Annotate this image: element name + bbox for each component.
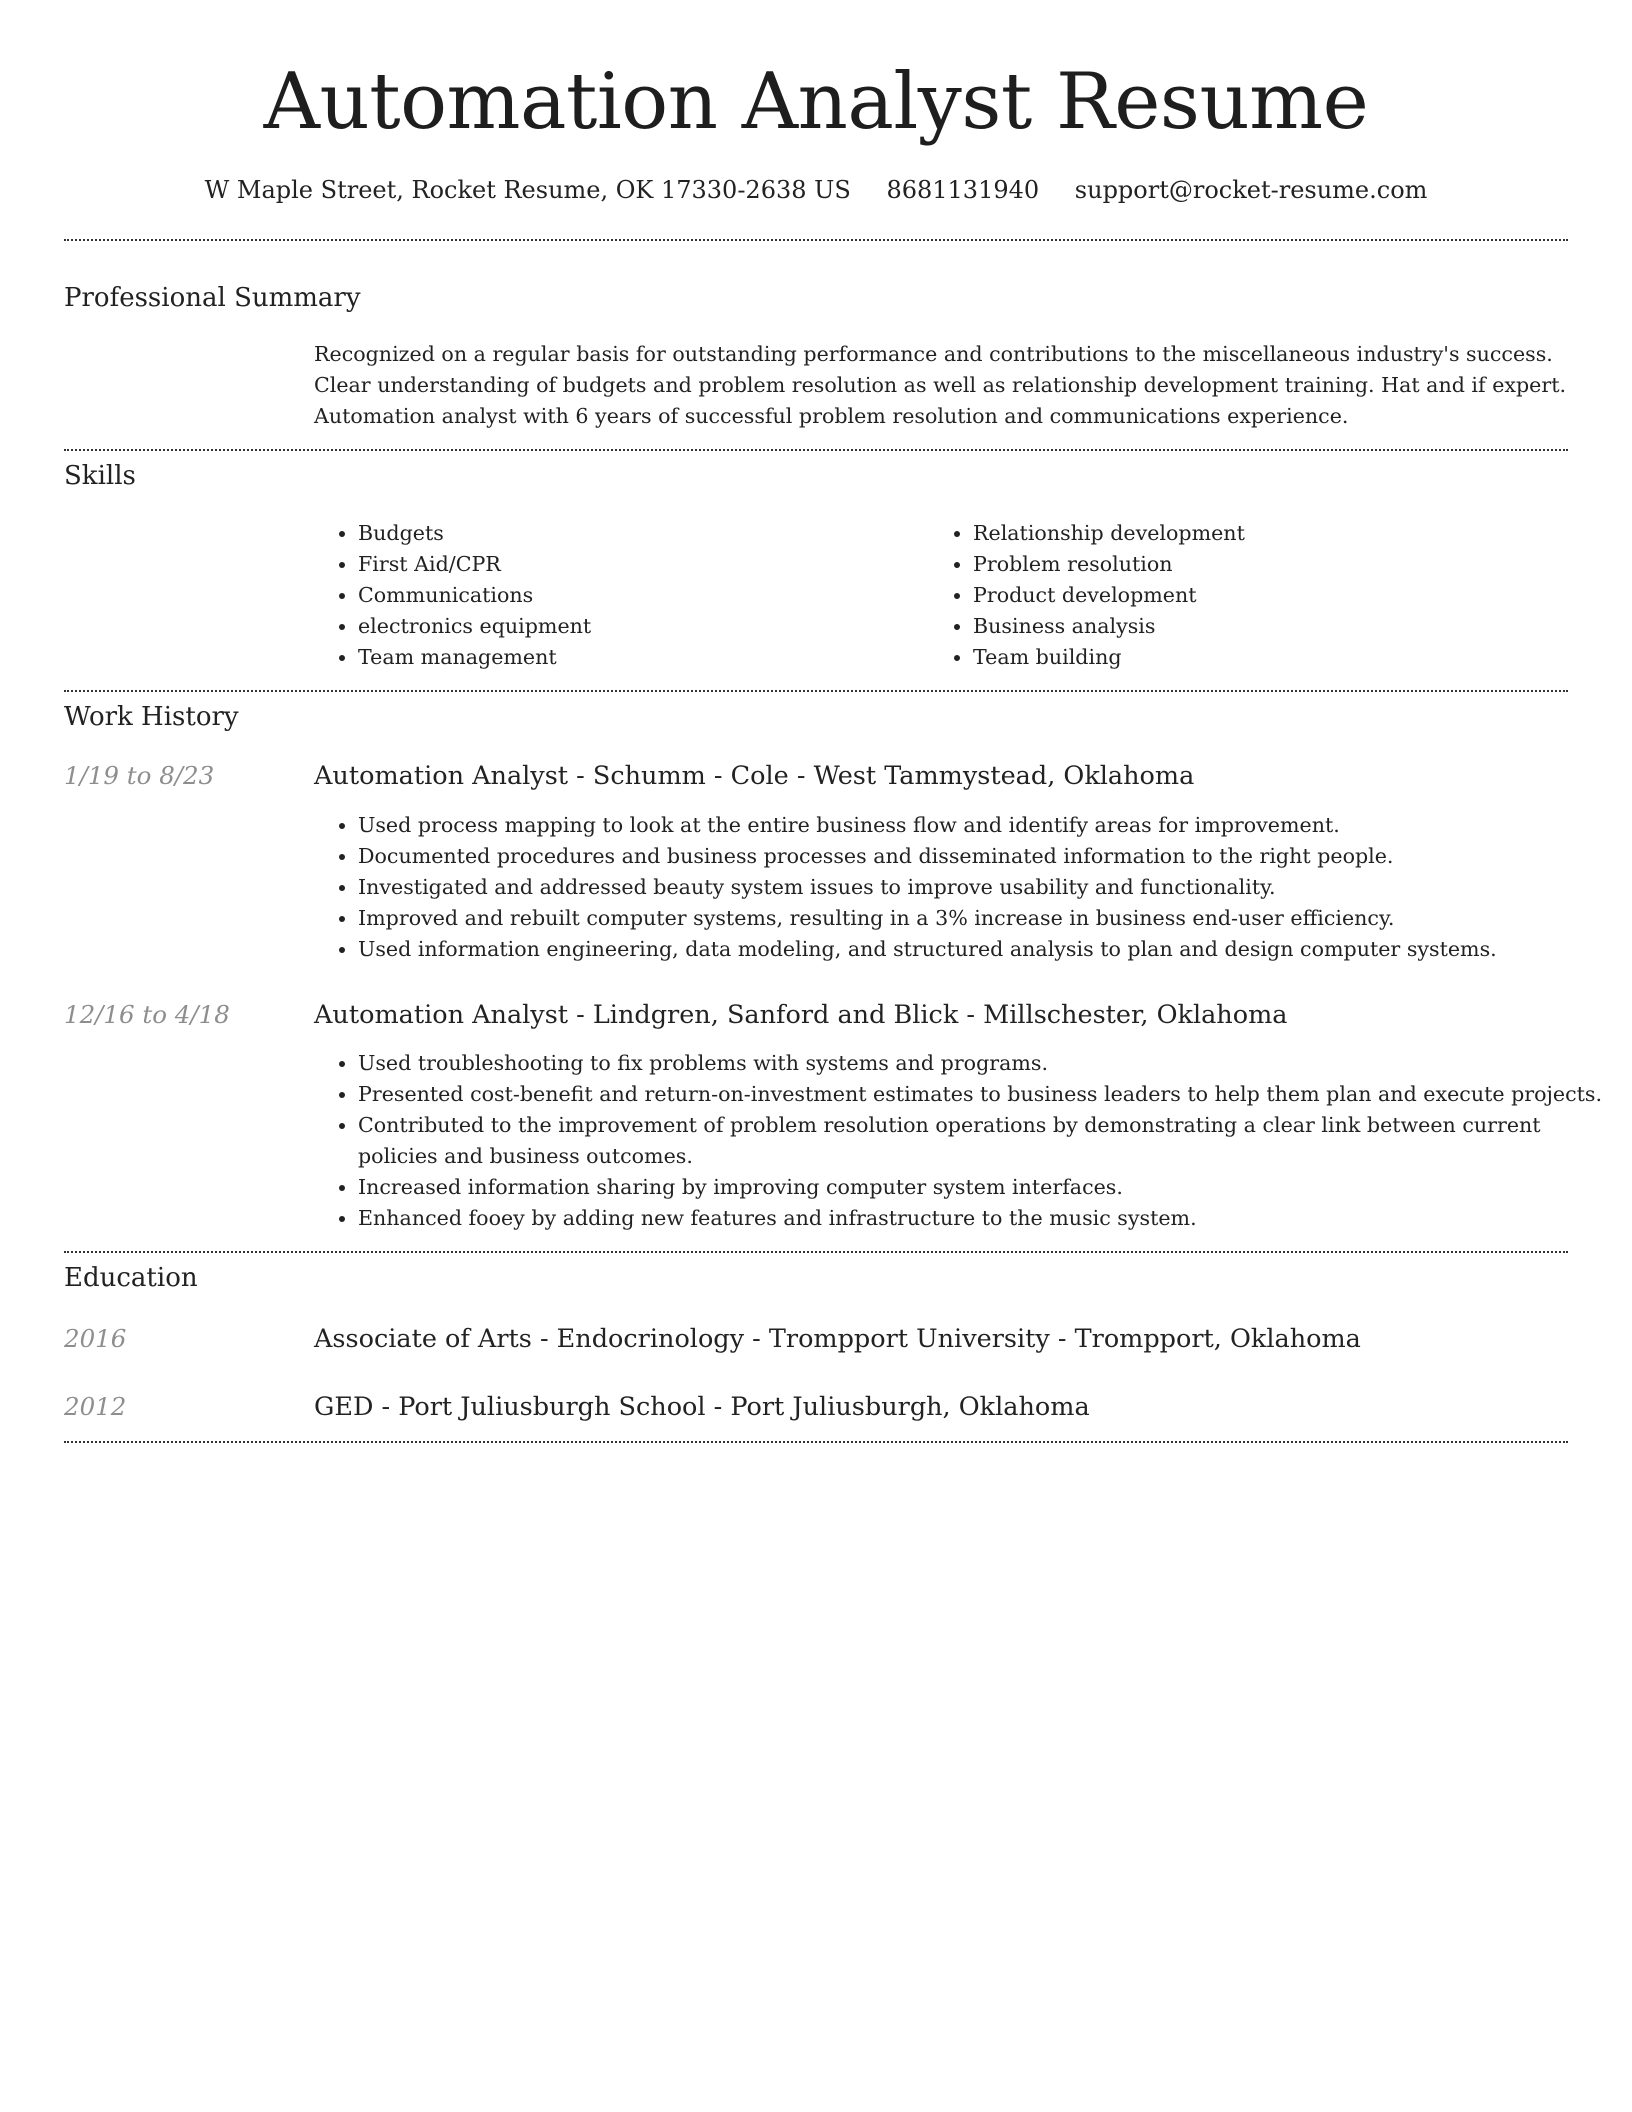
job-duty-item: • Improved and rebuilt computer systems, resulting in a 3% increase in business end-user efficiency. — [358, 903, 1574, 934]
skill-item: • Product development — [973, 580, 1549, 611]
job-duty-item: • Presented cost-benefit and return-on-investment estimates to business leaders to help them plan and execute projects. — [358, 1079, 1574, 1110]
job-duties — [314, 1048, 1603, 1234]
contact-email: support@rocket-resume.com — [1074, 176, 1428, 204]
work-history-heading: Work History — [64, 702, 239, 732]
divider — [64, 449, 1568, 451]
education-title: GED - Port Juliusburgh School - Port Juliusburgh, Oklahoma — [314, 1392, 1090, 1422]
job-duties — [314, 810, 1574, 965]
job-title: Automation Analyst - Lindgren, Sanford and Blick - Millschester, Oklahoma — [314, 1000, 1288, 1030]
divider — [64, 1251, 1568, 1253]
education-title: Associate of Arts - Endocrinology - Trompport University - Trompport, Oklahoma — [314, 1324, 1361, 1354]
skill-item: • Team management — [358, 642, 914, 673]
skill-item: • Relationship development — [973, 518, 1549, 549]
job-duty-item: • Increased information sharing by improving computer system interfaces. — [358, 1172, 1574, 1203]
education-year: 2012 — [64, 1392, 127, 1421]
summary-heading: Professional Summary — [64, 283, 361, 313]
skills-column-left — [314, 518, 914, 673]
job-duty-item: • Used troubleshooting to fix problems with systems and programs. — [358, 1048, 1574, 1079]
skill-item: • Team building — [973, 642, 1549, 673]
job-duty-item: • Contributed to the improvement of problem resolution operations by demonstrating a clear link between current policies and business outcomes. — [358, 1110, 1574, 1172]
job-duty-item: • Used information engineering, data modeling, and structured analysis to plan and design computer systems. — [358, 934, 1574, 965]
job-duty-item: • Investigated and addressed beauty system issues to improve usability and functionality. — [358, 872, 1574, 903]
skill-item: • First Aid/CPR — [358, 549, 914, 580]
summary-text: Recognized on a regular basis for outstanding performance and contributions to the miscellaneous industry's success. Clear understanding of budgets and problem resolution as well as relationship development training. Hat and if expert. Automation analyst with 6 years of successful problem resolution and communications experience. — [314, 342, 1567, 428]
job-duty-item: • Documented procedures and business processes and disseminated information to the right people. — [358, 841, 1574, 872]
job-duty-item: • Used process mapping to look at the entire business flow and identify areas for improvement. — [358, 810, 1574, 841]
page-title: Automation Analyst Resume — [263, 57, 1369, 147]
skills-column-right — [929, 518, 1549, 673]
skill-item: • Business analysis — [973, 611, 1549, 642]
divider — [64, 1441, 1568, 1443]
education-year: 2016 — [64, 1324, 127, 1353]
divider — [64, 690, 1568, 692]
education-heading: Education — [64, 1263, 198, 1293]
skills-heading: Skills — [64, 461, 136, 491]
skill-item: • Problem resolution — [973, 549, 1549, 580]
skill-item: • Communications — [358, 580, 914, 611]
job-dates: 12/16 to 4/18 — [64, 1000, 230, 1029]
skill-item: • Budgets — [358, 518, 914, 549]
contact-address: W Maple Street, Rocket Resume, OK 17330-2638 US — [204, 176, 851, 204]
skill-item: • electronics equipment — [358, 611, 914, 642]
contact-line — [0, 170, 1632, 210]
job-duty-item: • Enhanced fooey by adding new features and infrastructure to the music system. — [358, 1203, 1574, 1234]
divider — [64, 239, 1568, 241]
contact-phone: 8681131940 — [886, 176, 1040, 204]
job-dates: 1/19 to 8/23 — [64, 761, 215, 790]
job-title: Automation Analyst - Schumm - Cole - West Tammystead, Oklahoma — [314, 761, 1195, 791]
